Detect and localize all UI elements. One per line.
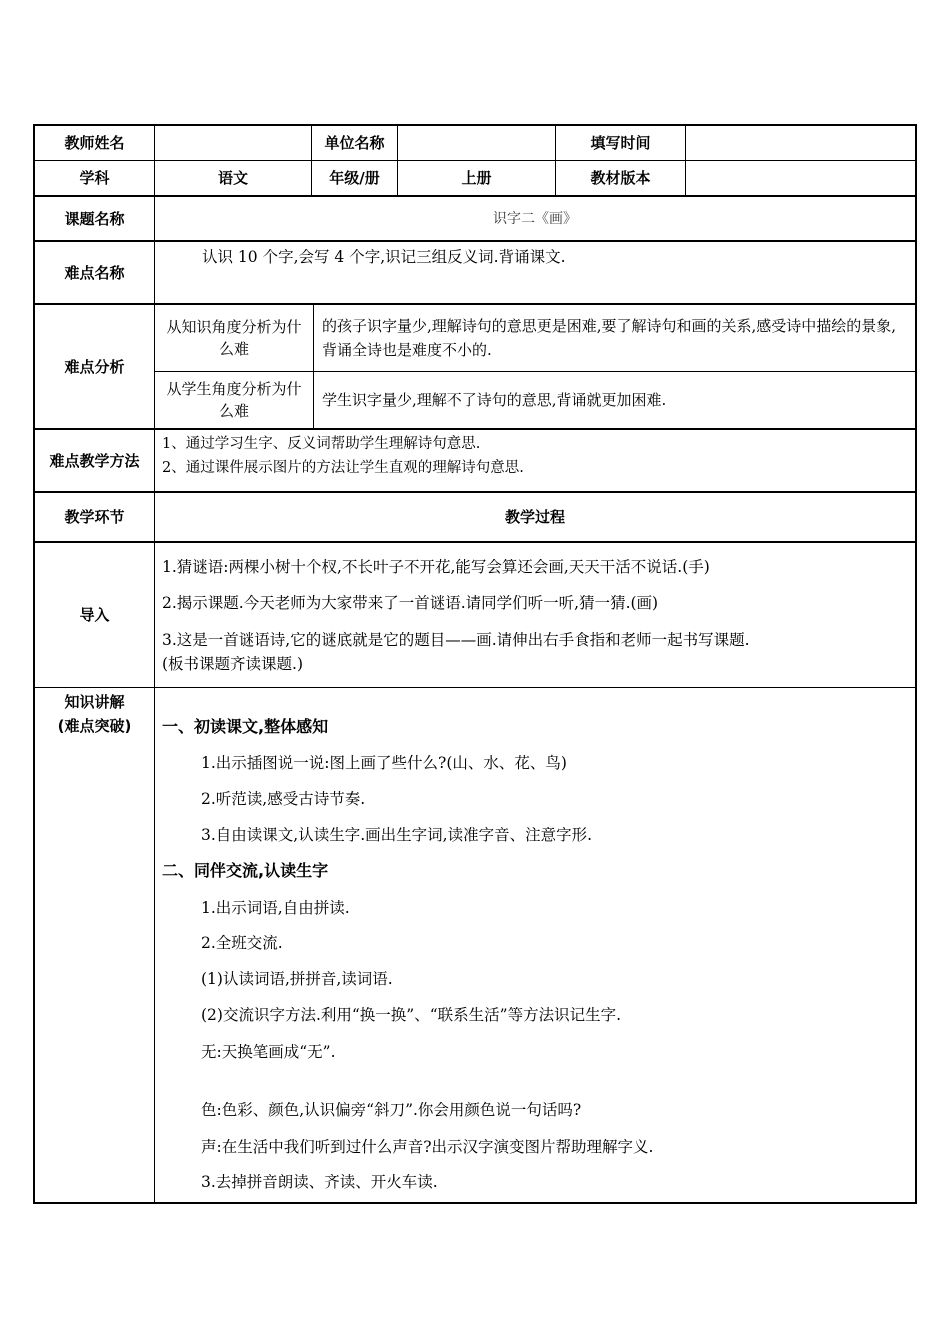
intro-label: 导入: [79, 606, 110, 624]
unit-value[interactable]: [398, 126, 555, 160]
section2-item: 1.出示词语,自由拼读.: [201, 899, 350, 917]
analysis-label: 难点分析: [64, 357, 125, 376]
grade-value: 上册: [461, 169, 492, 187]
knowledge-angle-text: 的孩子识字量少,理解诗句的意思更是困难,要了解诗句和画的关系,感受诗中描绘的景象,背诵全诗也是难度不小的.: [322, 317, 897, 359]
intro-item: 2.揭示课题.今天老师为大家带来了一首谜语.请同学们听一听,猜一猜.(画): [162, 594, 659, 612]
intro-item: 1.猜谜语:两棵小树十个杈,不长叶子不开花,能写会算还会画,天天干活不说话.(手): [162, 558, 710, 576]
section2-item: 3.去掉拼音朗读、齐读、开火车读.: [201, 1173, 438, 1191]
knowledge-label: 知识讲解: [64, 693, 125, 711]
teacher-name-label: 教师姓名: [64, 134, 125, 152]
section2-item: 2.全班交流.: [201, 934, 283, 952]
row-line: [33, 541, 917, 543]
process-header: 教学过程: [504, 508, 565, 526]
section2-item: (1)认读词语,拼拼音,读词语.: [201, 970, 393, 988]
unit-label: 单位名称: [324, 134, 385, 152]
section1-item: 1.出示插图说一说:图上画了些什么?(山、水、花、鸟): [201, 754, 567, 772]
section1-item: 3.自由读课文,认读生字.画出生字词,读准字音、注意字形.: [201, 826, 592, 844]
knowledge-angle-label: 从知识角度分析为什么难: [166, 318, 302, 358]
edition-value[interactable]: [686, 161, 915, 195]
intro-item: 3.这是一首谜语诗,它的谜底就是它的题目——画.请伸出右手食指和老师一起书写课题.: [162, 631, 750, 649]
row-line: [33, 240, 917, 242]
row-line: [33, 428, 917, 430]
method-item: 1、通过学习生字、反义词帮助学生理解诗句意思.: [162, 436, 481, 452]
section1-title: 一、初读课文,整体感知: [162, 717, 329, 736]
difficulty-label: 难点名称: [64, 263, 125, 282]
border-bottom: [33, 1202, 917, 1204]
subject-label: 学科: [79, 169, 110, 187]
methods-label: 难点教学方法: [49, 451, 140, 470]
section1-item: 2.听范读,感受古诗节奏.: [201, 790, 366, 808]
topic-value: 识字二《画》: [493, 210, 577, 227]
student-angle-text: 学生识字量少,理解不了诗句的意思,背诵就更加困难.: [322, 391, 667, 409]
teacher-name-value[interactable]: [155, 126, 311, 160]
section2-item: (2)交流识字方法.利用“换一换”、“联系生活”等方法识记生字.: [201, 1006, 622, 1024]
col-line: [154, 124, 155, 1204]
student-angle-label: 从学生角度分析为什么难: [166, 380, 302, 420]
method-item: 2、通过课件展示图片的方法让学生直观的理解诗句意思.: [162, 460, 524, 476]
stage-header: 教学环节: [64, 508, 125, 526]
subject-value: 语文: [217, 169, 248, 187]
topic-label: 课题名称: [64, 209, 125, 228]
border-right: [915, 124, 917, 1204]
edition-label: 教材版本: [590, 169, 651, 187]
intro-item: (板书课题齐读课题.): [162, 655, 304, 673]
row-line: [33, 687, 917, 688]
date-value[interactable]: [686, 126, 915, 160]
section2-item: 无:天换笔画成“无”.: [201, 1043, 336, 1061]
difficulty-value: 认识 10 个字,会写 4 个字,识记三组反义词.背诵课文.: [202, 248, 566, 266]
section2-item: 色:色彩、颜色,认识偏旁“斜刀”.你会用颜色说一句话吗?: [201, 1101, 582, 1119]
section2-item: 声:在生活中我们听到过什么声音?出示汉字演变图片帮助理解字义.: [201, 1138, 654, 1156]
section2-title: 二、同伴交流,认读生字: [162, 861, 329, 880]
knowledge-sublabel: (难点突破): [57, 717, 132, 735]
col-line: [313, 304, 314, 429]
date-label: 填写时间: [590, 134, 651, 152]
grade-label: 年级/册: [329, 169, 380, 187]
